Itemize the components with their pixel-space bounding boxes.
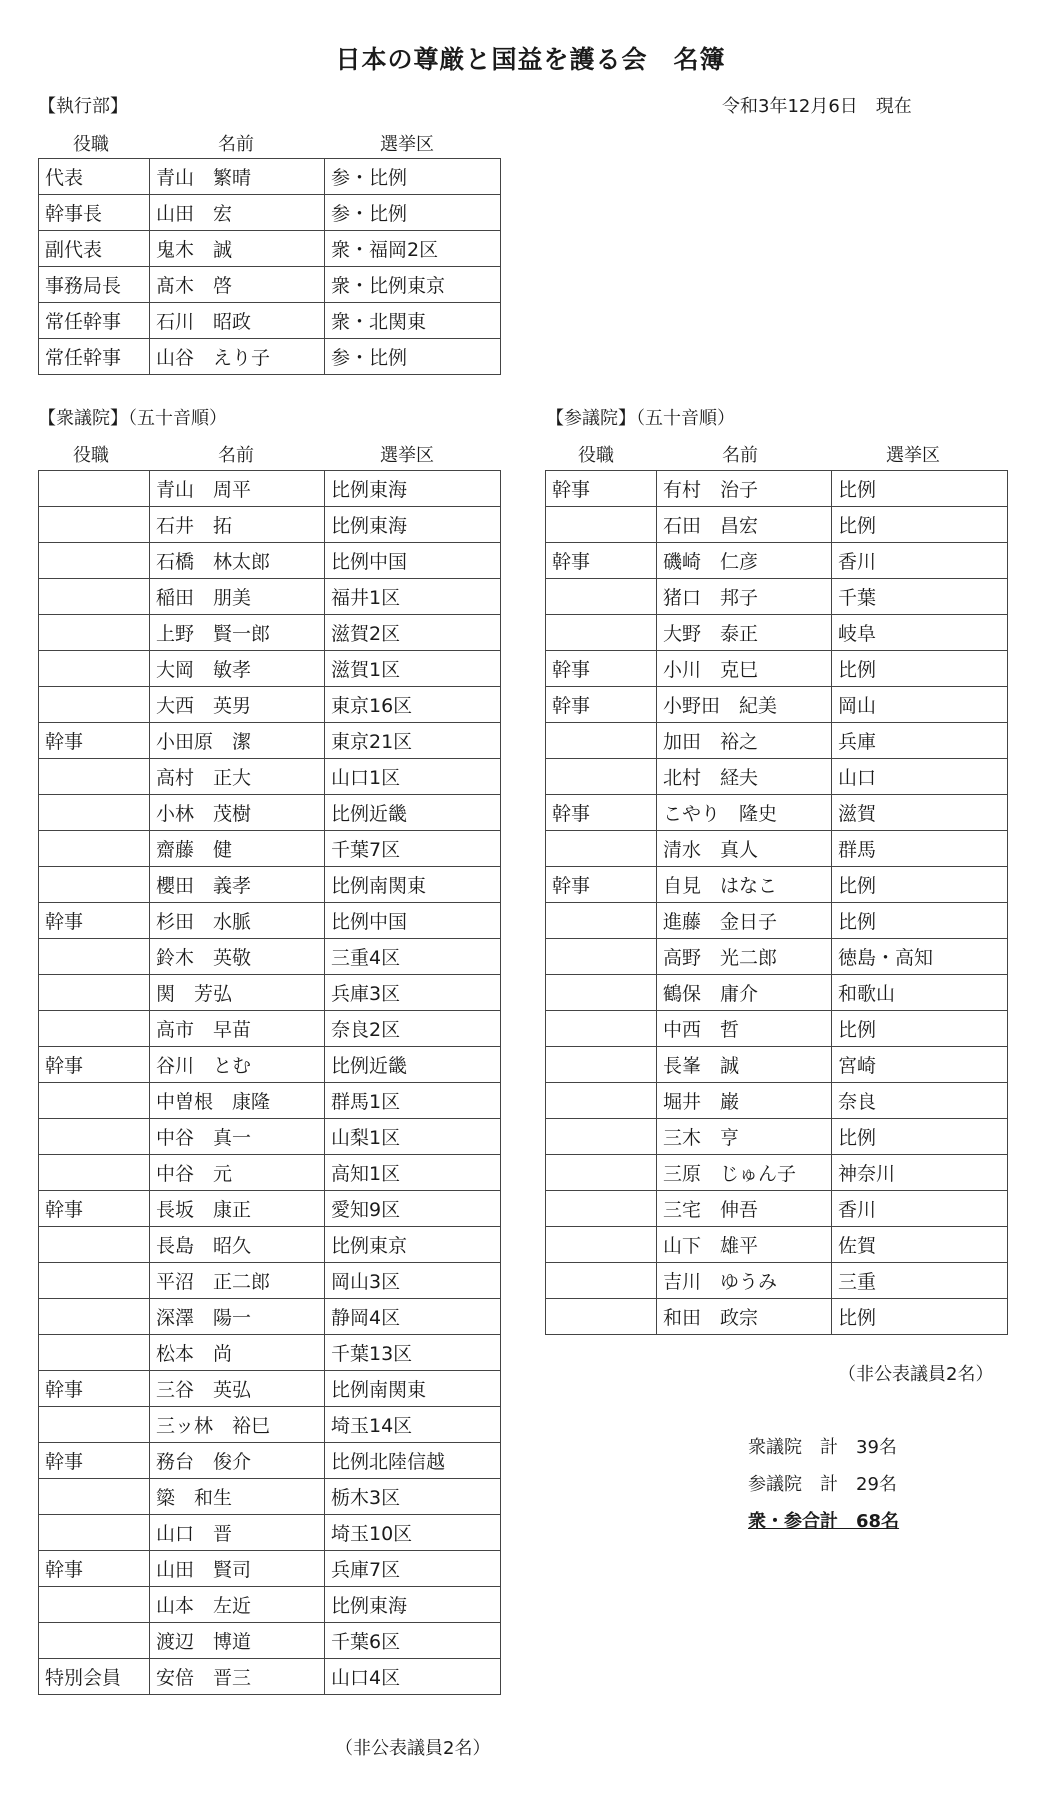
table-row bbox=[39, 1155, 501, 1191]
district-cell: 比例東京 bbox=[325, 1227, 501, 1263]
role-cell bbox=[39, 1479, 150, 1515]
table-row bbox=[546, 903, 1008, 939]
table-row bbox=[546, 975, 1008, 1011]
date-label: 令和3年12月6日 現在 bbox=[722, 96, 912, 117]
role-cell: 常任幹事 bbox=[39, 339, 150, 375]
table-row bbox=[546, 471, 1008, 507]
district-cell: 兵庫3区 bbox=[325, 975, 501, 1011]
district-cell: 衆・福岡2区 bbox=[325, 231, 501, 267]
district-cell: 東京21区 bbox=[325, 723, 501, 759]
role-cell: 幹事 bbox=[546, 867, 657, 903]
table-row bbox=[546, 1227, 1008, 1263]
district-cell: 比例 bbox=[832, 1119, 1008, 1155]
district-cell: 比例東海 bbox=[325, 1587, 501, 1623]
table-row bbox=[39, 267, 501, 303]
district-cell: 静岡4区 bbox=[325, 1299, 501, 1335]
role-cell: 常任幹事 bbox=[39, 303, 150, 339]
role-cell bbox=[546, 1191, 657, 1227]
district-cell: 和歌山 bbox=[832, 975, 1008, 1011]
district-cell: 滋賀2区 bbox=[325, 615, 501, 651]
district-cell: 奈良2区 bbox=[325, 1011, 501, 1047]
role-cell: 幹事 bbox=[546, 543, 657, 579]
role-cell bbox=[546, 975, 657, 1011]
role-cell bbox=[546, 1227, 657, 1263]
district-cell: 比例 bbox=[832, 1011, 1008, 1047]
table-row bbox=[546, 1083, 1008, 1119]
role-cell: 幹事 bbox=[546, 471, 657, 507]
district-cell: 滋賀1区 bbox=[325, 651, 501, 687]
role-cell bbox=[546, 1011, 657, 1047]
table-row bbox=[39, 159, 501, 195]
name-cell: 簗 和生 bbox=[150, 1479, 325, 1515]
district-cell: 兵庫7区 bbox=[325, 1551, 501, 1587]
col-header-district: 選挙区 bbox=[380, 134, 434, 155]
name-cell: 堀井 巌 bbox=[657, 1083, 832, 1119]
role-cell bbox=[39, 1587, 150, 1623]
role-cell bbox=[546, 1083, 657, 1119]
district-cell: 奈良 bbox=[832, 1083, 1008, 1119]
name-cell: 石橋 林太郎 bbox=[150, 543, 325, 579]
name-cell: 小田原 潔 bbox=[150, 723, 325, 759]
district-cell: 栃木3区 bbox=[325, 1479, 501, 1515]
name-cell: 鶴保 庸介 bbox=[657, 975, 832, 1011]
district-cell: 比例 bbox=[832, 651, 1008, 687]
table-row bbox=[39, 1623, 501, 1659]
table-row bbox=[546, 1299, 1008, 1335]
col-header-name: 名前 bbox=[218, 445, 254, 466]
district-cell: 山口4区 bbox=[325, 1659, 501, 1695]
col-header-name: 名前 bbox=[218, 134, 254, 155]
table-row bbox=[39, 651, 501, 687]
executive-table bbox=[38, 158, 501, 375]
name-cell: 石川 昭政 bbox=[150, 303, 325, 339]
role-cell: 副代表 bbox=[39, 231, 150, 267]
name-cell: 清水 真人 bbox=[657, 831, 832, 867]
reps-undisclosed-note: （非公表議員2名） bbox=[335, 1738, 491, 1759]
name-cell: 北村 経夫 bbox=[657, 759, 832, 795]
role-cell bbox=[39, 687, 150, 723]
table-row bbox=[39, 579, 501, 615]
district-cell: 比例近畿 bbox=[325, 1047, 501, 1083]
table-row bbox=[39, 723, 501, 759]
district-cell: 比例北陸信越 bbox=[325, 1443, 501, 1479]
role-cell bbox=[39, 975, 150, 1011]
role-cell bbox=[39, 1227, 150, 1263]
role-cell bbox=[546, 1155, 657, 1191]
district-cell: 群馬1区 bbox=[325, 1083, 501, 1119]
district-cell: 参・比例 bbox=[325, 339, 501, 375]
district-cell: 比例 bbox=[832, 507, 1008, 543]
district-cell: 千葉 bbox=[832, 579, 1008, 615]
name-cell: 中西 哲 bbox=[657, 1011, 832, 1047]
role-cell: 幹事 bbox=[546, 687, 657, 723]
table-row bbox=[39, 1659, 501, 1695]
table-row bbox=[546, 867, 1008, 903]
name-cell: 小林 茂樹 bbox=[150, 795, 325, 831]
role-cell bbox=[39, 1515, 150, 1551]
district-cell: 千葉7区 bbox=[325, 831, 501, 867]
table-row bbox=[39, 339, 501, 375]
table-row bbox=[39, 903, 501, 939]
name-cell: 長島 昭久 bbox=[150, 1227, 325, 1263]
table-row bbox=[39, 1011, 501, 1047]
district-cell: 徳島・高知 bbox=[832, 939, 1008, 975]
district-cell: 香川 bbox=[832, 1191, 1008, 1227]
house-of-reps-heading: 【衆議院】（五十音順） bbox=[38, 408, 227, 429]
role-cell bbox=[39, 1011, 150, 1047]
name-cell: 三谷 英弘 bbox=[150, 1371, 325, 1407]
table-row bbox=[39, 795, 501, 831]
name-cell: 関 芳弘 bbox=[150, 975, 325, 1011]
role-cell bbox=[39, 759, 150, 795]
table-row bbox=[546, 579, 1008, 615]
district-cell: 比例 bbox=[832, 903, 1008, 939]
table-row bbox=[39, 1551, 501, 1587]
role-cell bbox=[546, 1047, 657, 1083]
house-of-councillors-table bbox=[545, 470, 1008, 1335]
role-cell bbox=[39, 579, 150, 615]
district-cell: 千葉13区 bbox=[325, 1335, 501, 1371]
role-cell bbox=[39, 507, 150, 543]
name-cell: 長坂 康正 bbox=[150, 1191, 325, 1227]
table-row bbox=[39, 231, 501, 267]
district-cell: 三重 bbox=[832, 1263, 1008, 1299]
col-header-district: 選挙区 bbox=[886, 445, 940, 466]
table-row bbox=[39, 687, 501, 723]
table-row bbox=[39, 1119, 501, 1155]
district-cell: 岐阜 bbox=[832, 615, 1008, 651]
table-row bbox=[546, 615, 1008, 651]
name-cell: 山口 晋 bbox=[150, 1515, 325, 1551]
table-row bbox=[39, 303, 501, 339]
role-cell: 幹事 bbox=[39, 1047, 150, 1083]
table-row bbox=[546, 1191, 1008, 1227]
district-cell: 衆・北関東 bbox=[325, 303, 501, 339]
table-row bbox=[546, 1011, 1008, 1047]
name-cell: 大野 泰正 bbox=[657, 615, 832, 651]
table-row bbox=[39, 831, 501, 867]
table-row bbox=[546, 543, 1008, 579]
district-cell: 参・比例 bbox=[325, 159, 501, 195]
district-cell: 兵庫 bbox=[832, 723, 1008, 759]
table-row bbox=[546, 831, 1008, 867]
house-of-reps-table bbox=[38, 470, 501, 1695]
councillors-undisclosed-note: （非公表議員2名） bbox=[838, 1364, 994, 1385]
table-row bbox=[39, 1299, 501, 1335]
name-cell: 猪口 邦子 bbox=[657, 579, 832, 615]
district-cell: 比例中国 bbox=[325, 903, 501, 939]
name-cell: 小川 克巳 bbox=[657, 651, 832, 687]
name-cell: 高市 早苗 bbox=[150, 1011, 325, 1047]
district-cell: 比例中国 bbox=[325, 543, 501, 579]
role-cell bbox=[39, 651, 150, 687]
name-cell: 青山 周平 bbox=[150, 471, 325, 507]
role-cell bbox=[546, 759, 657, 795]
name-cell: 有村 治子 bbox=[657, 471, 832, 507]
table-row bbox=[39, 195, 501, 231]
name-cell: 務台 俊介 bbox=[150, 1443, 325, 1479]
district-cell: 福井1区 bbox=[325, 579, 501, 615]
name-cell: 鈴木 英敬 bbox=[150, 939, 325, 975]
role-cell bbox=[39, 1119, 150, 1155]
name-cell: 大西 英男 bbox=[150, 687, 325, 723]
district-cell: 神奈川 bbox=[832, 1155, 1008, 1191]
name-cell: 深澤 陽一 bbox=[150, 1299, 325, 1335]
role-cell bbox=[39, 1407, 150, 1443]
name-cell: 山下 雄平 bbox=[657, 1227, 832, 1263]
role-cell bbox=[546, 939, 657, 975]
district-cell: 比例 bbox=[832, 1299, 1008, 1335]
table-row bbox=[39, 1371, 501, 1407]
table-row bbox=[39, 975, 501, 1011]
role-cell bbox=[39, 831, 150, 867]
name-cell: 石田 昌宏 bbox=[657, 507, 832, 543]
name-cell: 自見 はなこ bbox=[657, 867, 832, 903]
district-cell: 宮崎 bbox=[832, 1047, 1008, 1083]
role-cell bbox=[39, 471, 150, 507]
district-cell: 衆・比例東京 bbox=[325, 267, 501, 303]
district-cell: 比例 bbox=[832, 867, 1008, 903]
table-row bbox=[546, 1119, 1008, 1155]
name-cell: 高野 光二郎 bbox=[657, 939, 832, 975]
name-cell: 加田 裕之 bbox=[657, 723, 832, 759]
name-cell: 鬼木 誠 bbox=[150, 231, 325, 267]
table-row bbox=[546, 507, 1008, 543]
table-row bbox=[39, 543, 501, 579]
role-cell bbox=[546, 1263, 657, 1299]
district-cell: 群馬 bbox=[832, 831, 1008, 867]
role-cell bbox=[546, 903, 657, 939]
name-cell: 谷川 とむ bbox=[150, 1047, 325, 1083]
role-cell bbox=[39, 867, 150, 903]
name-cell: 髙木 啓 bbox=[150, 267, 325, 303]
col-header-name: 名前 bbox=[722, 445, 758, 466]
table-row bbox=[39, 1083, 501, 1119]
role-cell bbox=[39, 1083, 150, 1119]
name-cell: 松本 尚 bbox=[150, 1335, 325, 1371]
role-cell: 特別会員 bbox=[39, 1659, 150, 1695]
table-row bbox=[546, 687, 1008, 723]
role-cell bbox=[546, 507, 657, 543]
name-cell: こやり 隆史 bbox=[657, 795, 832, 831]
role-cell: 幹事 bbox=[39, 1443, 150, 1479]
name-cell: 杉田 水脈 bbox=[150, 903, 325, 939]
reps-total: 衆議院 計 39名 bbox=[748, 1437, 897, 1458]
role-cell: 幹事長 bbox=[39, 195, 150, 231]
role-cell bbox=[39, 1299, 150, 1335]
table-row bbox=[39, 1047, 501, 1083]
table-row bbox=[39, 1587, 501, 1623]
role-cell: 幹事 bbox=[39, 1371, 150, 1407]
name-cell: 吉川 ゆうみ bbox=[657, 1263, 832, 1299]
name-cell: 山田 宏 bbox=[150, 195, 325, 231]
name-cell: 山谷 えり子 bbox=[150, 339, 325, 375]
district-cell: 滋賀 bbox=[832, 795, 1008, 831]
district-cell: 岡山3区 bbox=[325, 1263, 501, 1299]
role-cell: 幹事 bbox=[39, 723, 150, 759]
district-cell: 比例東海 bbox=[325, 471, 501, 507]
role-cell bbox=[546, 831, 657, 867]
table-row bbox=[39, 1479, 501, 1515]
name-cell: 小野田 紀美 bbox=[657, 687, 832, 723]
name-cell: 中谷 元 bbox=[150, 1155, 325, 1191]
district-cell: 愛知9区 bbox=[325, 1191, 501, 1227]
role-cell bbox=[39, 615, 150, 651]
col-header-role: 役職 bbox=[73, 134, 109, 155]
name-cell: 上野 賢一郎 bbox=[150, 615, 325, 651]
role-cell: 幹事 bbox=[39, 903, 150, 939]
name-cell: 中曽根 康隆 bbox=[150, 1083, 325, 1119]
table-row bbox=[546, 1263, 1008, 1299]
name-cell: 青山 繁晴 bbox=[150, 159, 325, 195]
district-cell: 佐賀 bbox=[832, 1227, 1008, 1263]
role-cell bbox=[546, 1299, 657, 1335]
table-row bbox=[546, 795, 1008, 831]
table-row bbox=[39, 1263, 501, 1299]
col-header-district: 選挙区 bbox=[380, 445, 434, 466]
name-cell: 大岡 敏孝 bbox=[150, 651, 325, 687]
name-cell: 磯崎 仁彦 bbox=[657, 543, 832, 579]
role-cell bbox=[546, 1119, 657, 1155]
role-cell: 幹事 bbox=[39, 1191, 150, 1227]
table-row bbox=[39, 759, 501, 795]
name-cell: 三宅 伸吾 bbox=[657, 1191, 832, 1227]
district-cell: 比例南関東 bbox=[325, 1371, 501, 1407]
table-row bbox=[546, 1047, 1008, 1083]
district-cell: 山口 bbox=[832, 759, 1008, 795]
executive-heading: 【執行部】 bbox=[38, 96, 128, 117]
district-cell: 香川 bbox=[832, 543, 1008, 579]
table-row bbox=[546, 939, 1008, 975]
table-row bbox=[39, 471, 501, 507]
name-cell: 齋藤 健 bbox=[150, 831, 325, 867]
role-cell: 幹事 bbox=[546, 651, 657, 687]
name-cell: 櫻田 義孝 bbox=[150, 867, 325, 903]
name-cell: 石井 拓 bbox=[150, 507, 325, 543]
name-cell: 山田 賢司 bbox=[150, 1551, 325, 1587]
role-cell bbox=[39, 1335, 150, 1371]
district-cell: 東京16区 bbox=[325, 687, 501, 723]
councillors-total: 参議院 計 29名 bbox=[748, 1474, 897, 1495]
district-cell: 埼玉14区 bbox=[325, 1407, 501, 1443]
name-cell: 山本 左近 bbox=[150, 1587, 325, 1623]
role-cell bbox=[39, 939, 150, 975]
district-cell: 比例 bbox=[832, 471, 1008, 507]
role-cell bbox=[39, 1155, 150, 1191]
name-cell: 三原 じゅん子 bbox=[657, 1155, 832, 1191]
name-cell: 中谷 真一 bbox=[150, 1119, 325, 1155]
table-row bbox=[39, 1407, 501, 1443]
district-cell: 高知1区 bbox=[325, 1155, 501, 1191]
district-cell: 山口1区 bbox=[325, 759, 501, 795]
combined-total: 衆・参合計 68名 bbox=[748, 1511, 900, 1532]
name-cell: 長峯 誠 bbox=[657, 1047, 832, 1083]
name-cell: 進藤 金日子 bbox=[657, 903, 832, 939]
district-cell: 三重4区 bbox=[325, 939, 501, 975]
role-cell bbox=[546, 723, 657, 759]
role-cell: 事務局長 bbox=[39, 267, 150, 303]
table-row bbox=[39, 507, 501, 543]
role-cell bbox=[39, 543, 150, 579]
table-row bbox=[39, 615, 501, 651]
table-row bbox=[546, 723, 1008, 759]
district-cell: 岡山 bbox=[832, 687, 1008, 723]
district-cell: 比例東海 bbox=[325, 507, 501, 543]
house-of-councillors-heading: 【参議院】（五十音順） bbox=[546, 408, 735, 429]
col-header-role: 役職 bbox=[578, 445, 614, 466]
table-row bbox=[39, 1335, 501, 1371]
district-cell: 参・比例 bbox=[325, 195, 501, 231]
role-cell bbox=[546, 579, 657, 615]
page-title: 日本の尊厳と国益を護る会 名簿 bbox=[335, 45, 726, 74]
name-cell: 三木 亨 bbox=[657, 1119, 832, 1155]
district-cell: 千葉6区 bbox=[325, 1623, 501, 1659]
table-row bbox=[546, 651, 1008, 687]
name-cell: 三ッ林 裕巳 bbox=[150, 1407, 325, 1443]
role-cell bbox=[546, 615, 657, 651]
name-cell: 高村 正大 bbox=[150, 759, 325, 795]
district-cell: 山梨1区 bbox=[325, 1119, 501, 1155]
district-cell: 比例南関東 bbox=[325, 867, 501, 903]
name-cell: 安倍 晋三 bbox=[150, 1659, 325, 1695]
table-row bbox=[546, 1155, 1008, 1191]
district-cell: 埼玉10区 bbox=[325, 1515, 501, 1551]
role-cell bbox=[39, 1263, 150, 1299]
role-cell: 幹事 bbox=[546, 795, 657, 831]
table-row bbox=[39, 1227, 501, 1263]
table-row bbox=[39, 1191, 501, 1227]
name-cell: 平沼 正二郎 bbox=[150, 1263, 325, 1299]
role-cell: 代表 bbox=[39, 159, 150, 195]
name-cell: 稲田 朋美 bbox=[150, 579, 325, 615]
district-cell: 比例近畿 bbox=[325, 795, 501, 831]
name-cell: 和田 政宗 bbox=[657, 1299, 832, 1335]
table-row bbox=[546, 759, 1008, 795]
role-cell: 幹事 bbox=[39, 1551, 150, 1587]
role-cell bbox=[39, 1623, 150, 1659]
table-row bbox=[39, 867, 501, 903]
table-row bbox=[39, 1515, 501, 1551]
table-row bbox=[39, 939, 501, 975]
col-header-role: 役職 bbox=[73, 445, 109, 466]
table-row bbox=[39, 1443, 501, 1479]
role-cell bbox=[39, 795, 150, 831]
name-cell: 渡辺 博道 bbox=[150, 1623, 325, 1659]
